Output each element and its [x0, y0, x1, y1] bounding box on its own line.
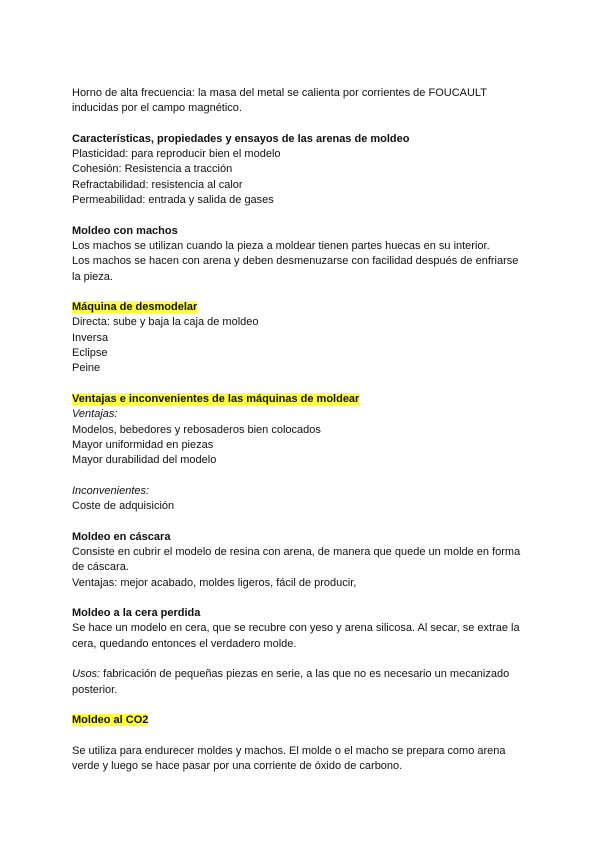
cera-line: Se hace un modelo en cera, que se recubre con yeso y arena silicosa. Al secar, se extrae la — [72, 622, 520, 635]
arenas-line: Refractabilidad: resistencia al calor — [72, 178, 243, 191]
document-page — [72, 86, 542, 774]
cascara-heading: Moldeo en cáscara — [72, 530, 171, 543]
desmodelar-line: Inversa — [72, 331, 109, 344]
co2-heading: Moldeo al CO2 — [72, 714, 149, 727]
machos-heading: Moldeo con machos — [72, 224, 178, 237]
machos-line: la pieza. — [72, 270, 113, 283]
desmodelar-line: Eclipse — [72, 347, 108, 360]
usos-paragraph — [72, 667, 542, 682]
cascara-line: Consiste en cubrir el modelo de resina con arena, de manera que quede un molde en forma — [72, 545, 521, 558]
usos-label: Usos: — [72, 668, 101, 681]
ventajas-heading: Ventajas e inconvenientes de las máquinas de moldear — [72, 392, 360, 405]
desmodelar-heading: Máquina de desmodelar — [72, 301, 198, 314]
cera-line: cera, quedando entonces el verdadero molde. — [72, 637, 297, 650]
arenas-heading: Características, propiedades y ensayos de las arenas de moldeo — [72, 132, 410, 145]
inconvenientes-line: Coste de adquisición — [72, 500, 175, 513]
desmodelar-line: Directa: sube y baja la caja de moldeo — [72, 316, 259, 329]
desmodelar-line: Peine — [72, 362, 101, 375]
co2-line: Se utiliza para endurecer moldes y machos. El molde o el macho se prepara como arena — [72, 744, 506, 757]
ventajas-line: Mayor uniformidad en piezas — [72, 438, 214, 451]
intro-line-2: inducidas por el campo magnético. — [72, 102, 242, 115]
cascara-line: Ventajas: mejor acabado, moldes ligeros, fácil de producir, — [72, 576, 357, 589]
cera-heading: Moldeo a la cera perdida — [72, 607, 201, 620]
cascara-line: de cáscara. — [72, 561, 129, 574]
intro-line-1: Horno de alta frecuencia: la masa del metal se calienta por corrientes de FOUCAULT — [72, 87, 487, 99]
ventajas-line: Mayor durabilidad del modelo — [72, 454, 217, 467]
usos-line: posterior. — [72, 683, 118, 696]
usos-text: fabricación de pequeñas piezas en serie, a las que no es necesario un mecanizado — [100, 668, 510, 681]
arenas-line: Plasticidad: para reproducir bien el modelo — [72, 148, 281, 161]
arenas-line: Permeabilidad: entrada y salida de gases — [72, 194, 274, 207]
co2-line: verde y luego se hace pasar por una corriente de óxido de carbono. — [72, 760, 403, 773]
arenas-line: Cohesión: Resistencia a tracción — [72, 163, 233, 176]
machos-line: Los machos se hacen con arena y deben desmenuzarse con facilidad después de enfriarse — [72, 255, 519, 268]
machos-line: Los machos se utilizan cuando la pieza a moldear tienen partes huecas en su interior. — [72, 239, 490, 252]
ventajas-line: Modelos, bebedores y rebosaderos bien colocados — [72, 423, 321, 436]
ventajas-label: Ventajas: — [72, 408, 118, 421]
inconvenientes-label: Inconvenientes: — [72, 484, 150, 497]
